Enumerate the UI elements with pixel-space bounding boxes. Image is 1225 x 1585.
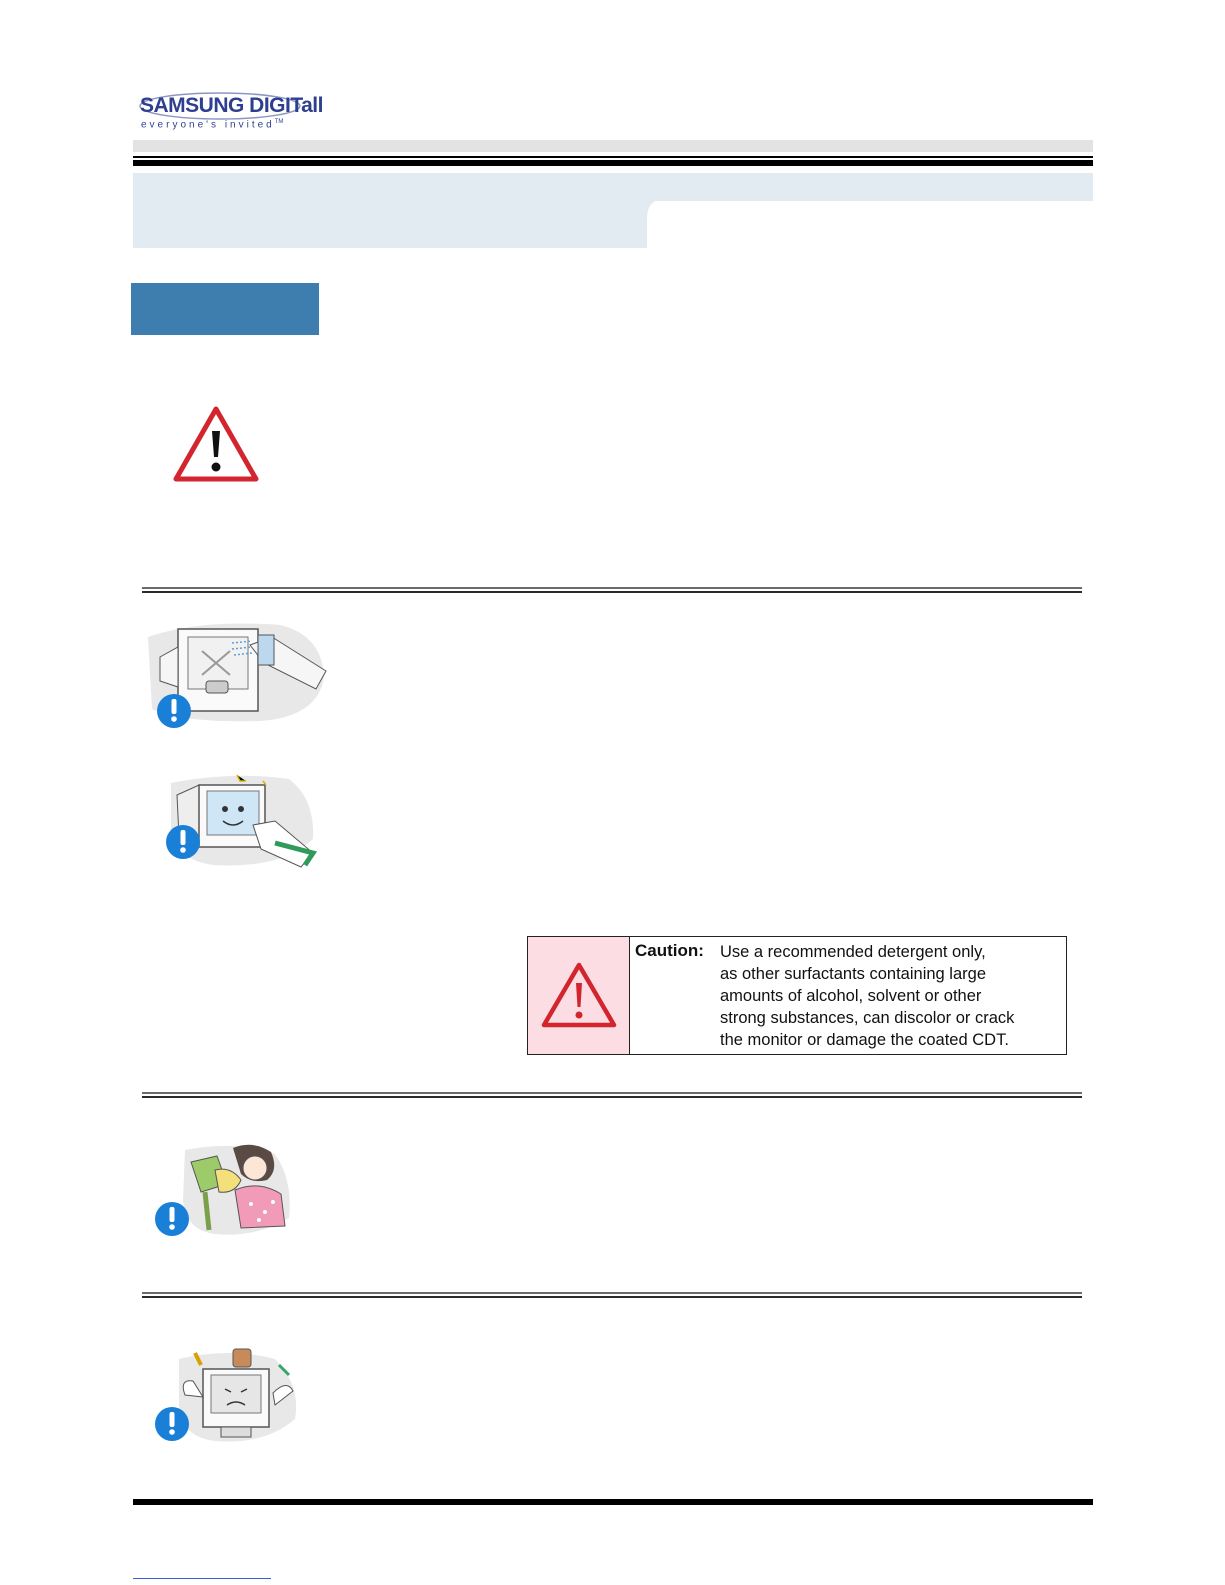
section-divider bbox=[142, 1092, 1082, 1098]
illustration-monitor-objects bbox=[155, 1345, 303, 1448]
caution-line: amounts of alcohol, solvent or other bbox=[720, 987, 982, 1005]
caution-line: strong substances, can discolor or crack bbox=[720, 1009, 1015, 1027]
logo-brand-text: SAMSUNG DIGITall bbox=[140, 94, 323, 117]
caution-warning-icon bbox=[540, 961, 618, 1031]
caution-box bbox=[527, 936, 1067, 1055]
caution-line: as other surfactants containing large bbox=[720, 965, 986, 983]
caution-line: the monitor or damage the coated CDT. bbox=[720, 1031, 1009, 1049]
section-divider bbox=[142, 587, 1082, 593]
illustration-clean-plug bbox=[155, 1140, 295, 1240]
caution-icon-cell bbox=[528, 937, 630, 1054]
header-rule-thin bbox=[133, 156, 1093, 158]
header-rule bbox=[133, 160, 1093, 166]
header-gray-band bbox=[133, 140, 1093, 152]
warning-triangle-icon bbox=[172, 405, 260, 485]
logo-swoosh-icon bbox=[138, 92, 303, 134]
footer-link-underline[interactable] bbox=[133, 1578, 271, 1579]
section-tab bbox=[131, 283, 319, 335]
footer-rule bbox=[133, 1499, 1093, 1505]
section-divider bbox=[142, 1292, 1082, 1298]
illustration-spray-monitor bbox=[140, 617, 328, 729]
caution-text bbox=[720, 941, 1065, 1051]
title-band-corner bbox=[645, 199, 665, 219]
logo-tagline: everyone's invited™ bbox=[141, 119, 284, 131]
samsung-logo bbox=[138, 92, 323, 134]
title-band bbox=[133, 173, 647, 248]
caution-label: Caution: bbox=[635, 941, 704, 960]
illustration-wipe-monitor bbox=[163, 769, 319, 874]
title-band-right bbox=[647, 173, 1093, 201]
caution-line: Use a recommended detergent only, bbox=[720, 943, 986, 961]
